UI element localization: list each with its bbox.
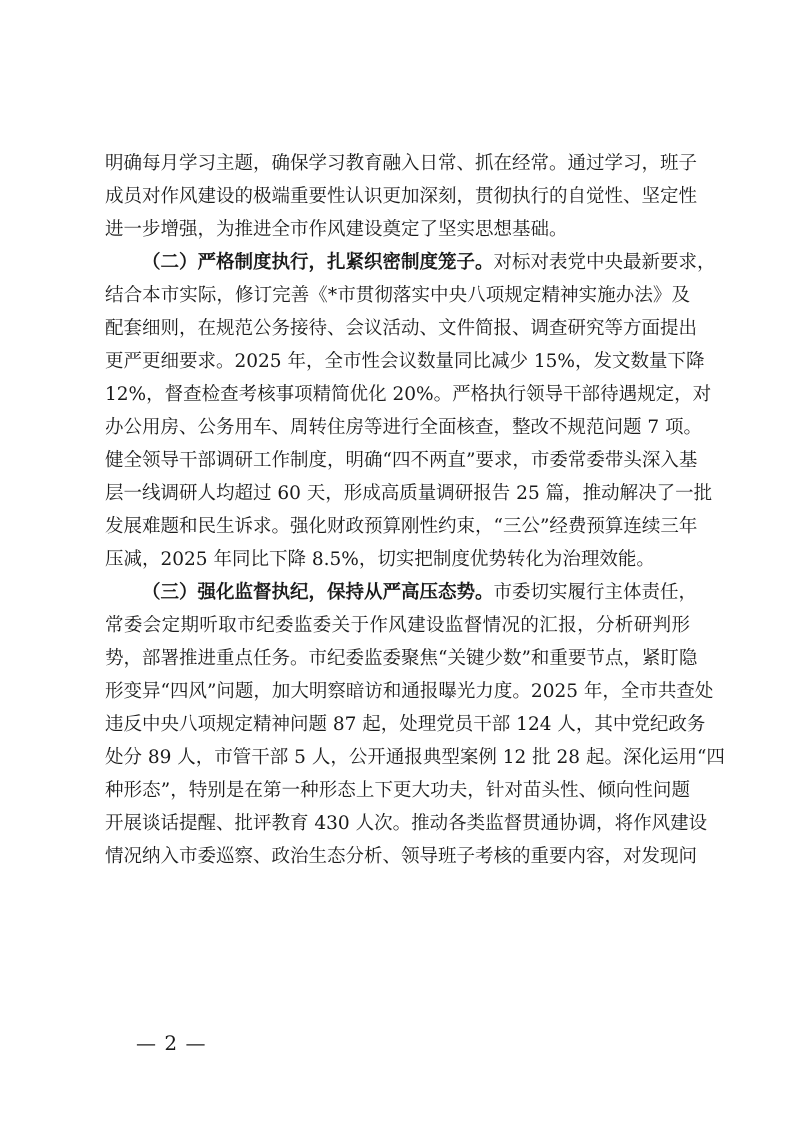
section-2-heading: （二）严格制度执行，扎紧织密制度笼子。: [142, 252, 494, 273]
section-2-first-line: [105, 246, 716, 279]
text-line: 层一线调研人均超过 60 天，形成高质量调研报告 25 篇，推动解决了一批: [105, 483, 713, 504]
text-line: 处分 89 人，市管干部 5 人，公开通报典型案例 12 批 28 起。深化运用“四: [105, 747, 725, 768]
text-line: 发展难题和民生诉求。强化财政预算刚性约束，“三公”经费预算连续三年: [105, 516, 698, 537]
section-3-first-line: [105, 576, 698, 609]
text-line: 结合本市实际，修订完善《*市贯彻落实中央八项规定精神实施办法》及: [105, 285, 690, 306]
text-line: 配套细则，在规范公务接待、会议活动、文件简报、调查研究等方面提出: [105, 318, 698, 339]
text-line: 常委会定期听取市纪委监委关于作风建设监督情况的汇报，分析研判形: [105, 615, 690, 636]
text-line: 健全领导干部调研工作制度，明确“四不两直”要求，市委常委带头深入基: [105, 450, 698, 471]
text-line: 情况纳入市委巡察、政治生态分析、领导班子考核的重要内容，对发现问: [105, 846, 698, 867]
text-line: 进一步增强，为推进全市作风建设奠定了坚实思想基础。: [105, 219, 568, 240]
text-line: 形变异“四风”问题，加大明察暗访和通报曝光力度。2025 年，全市共查处: [105, 681, 714, 702]
section-2-first-line-text: 对标对表党中央最新要求，: [493, 252, 716, 273]
text-line: 更严更细要求。2025 年，全市性会议数量同比减少 15%，发文数量下降: [105, 351, 705, 372]
text-line: 成员对作风建设的极端重要性认识更加深刻，贯彻执行的自觉性、坚定性: [105, 186, 698, 207]
text-line: 压减，2025 年同比下降 8.5%，切实把制度优势转化为治理效能。: [105, 549, 655, 570]
text-line: 种形态”，特别是在第一种形态上下更大功夫，针对苗头性、倾向性问题: [105, 780, 690, 801]
text-line: 办公用房、公务用车、周转住房等进行全面核查，整改不规范问题 7 项。: [105, 417, 703, 438]
text-line: 12%，督查检查考核事项精简优化 20%。严格执行领导干部待遇规定，对: [105, 384, 712, 405]
page-number: — 2 —: [136, 1031, 207, 1055]
body-text: [105, 147, 725, 873]
section-3-first-line-text: 市委切实履行主体责任，: [493, 582, 698, 603]
text-line: 开展谈话提醒、批评教育 430 人次。推动各类监督贯通协调，将作风建设: [105, 813, 708, 834]
text-line: 违反中央八项规定精神问题 87 起，处理党员干部 124 人，其中党纪政务: [105, 714, 706, 735]
text-line: 势，部署推进重点任务。市纪委监委聚焦“关键少数”和重要节点，紧盯隐: [105, 648, 698, 669]
section-3-heading: （三）强化监督执纪，保持从严高压态势。: [142, 582, 494, 603]
text-line: 明确每月学习主题，确保学习教育融入日常、抓在经常。通过学习，班子: [105, 153, 698, 174]
